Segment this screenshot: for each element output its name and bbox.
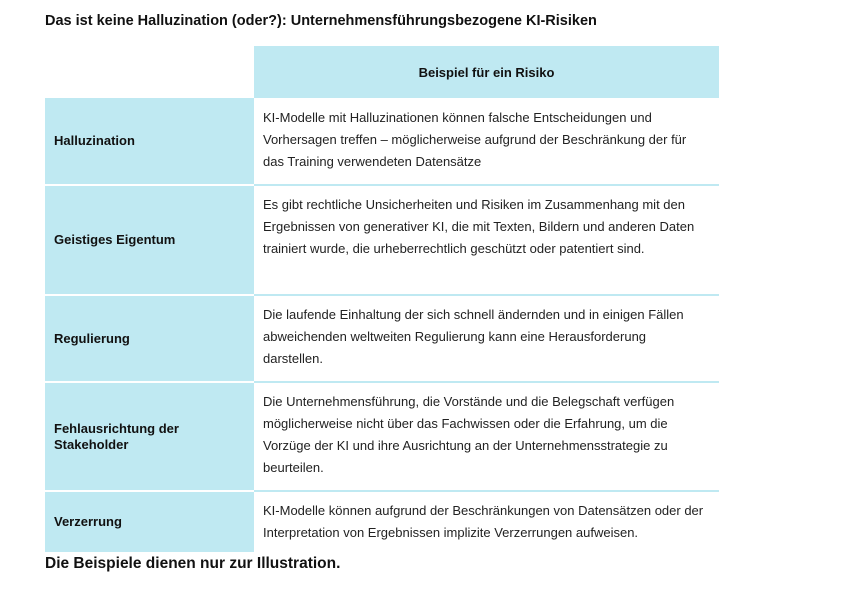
table-row [45, 294, 719, 381]
risk-label-intellectual-property: Geistiges Eigentum [45, 184, 254, 294]
risk-description-text: KI-Modelle mit Halluzinationen können falsche Entscheidungen und Vorhersagen treffen – möglicherweise aufgrund der Beschränkung der für das Training verwendeten Datensätze [263, 110, 687, 169]
table-row [45, 490, 719, 552]
risk-description-bias [254, 490, 719, 552]
risk-description-text: Die laufende Einhaltung der sich schnell ändernden und in einigen Fällen abweichenden weltweiten Regulierung kann eine Herausforderung darstellen. [263, 307, 684, 366]
risk-description-stakeholder-misalignment [254, 381, 719, 490]
table-row [45, 381, 719, 490]
column-header-risk-example: Beispiel für ein Risiko [254, 46, 719, 98]
risk-label-hallucination: Halluzination [45, 98, 254, 184]
table-row [45, 184, 719, 294]
risk-description-text: Es gibt rechtliche Unsicherheiten und Risiken im Zusammenhang mit den Ergebnissen von generativer KI, die mit Texten, Bildern und anderen Daten trainiert wurde, die urheberrechtlich geschützt oder patentiert sind. [263, 197, 695, 256]
risk-table [45, 46, 719, 552]
risk-description-regulation [254, 294, 719, 381]
table-corner-cell [45, 46, 254, 98]
risk-label-bias: Verzerrung [45, 490, 254, 552]
table-header-row [45, 46, 719, 98]
risk-description-text: KI-Modelle können aufgrund der Beschränkungen von Datensätzen oder der Interpretation von Ergebnissen implizite Verzerrungen aufweisen. [263, 503, 704, 540]
page-title: Das ist keine Halluzination (oder?): Unternehmensführungsbezogene KI-Risiken [45, 13, 597, 29]
risk-description-hallucination [254, 98, 719, 184]
risk-label-regulation: Regulierung [45, 294, 254, 381]
table-row [45, 98, 719, 184]
risk-description-text: Die Unternehmensführung, die Vorstände und die Belegschaft verfügen möglicherweise nicht über das Fachwissen oder die Erfahrung, um die Vorzüge der KI und ihre Ausrichtung an der Unternehmensstrategie zu beurteilen. [263, 394, 675, 475]
risk-label-stakeholder-misalignment: Fehlausrichtung der Stakeholder [45, 381, 254, 490]
risk-description-intellectual-property [254, 184, 719, 294]
footnote: Die Beispiele dienen nur zur Illustration. [45, 555, 341, 572]
